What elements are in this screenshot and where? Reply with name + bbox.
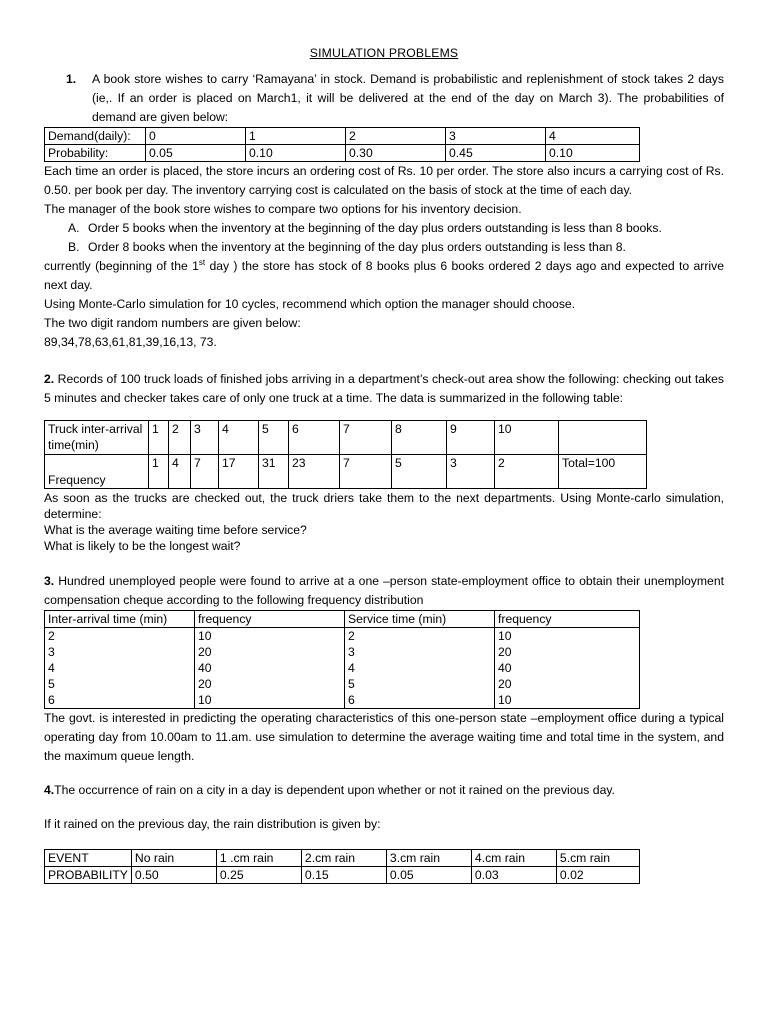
truck-time-cell: 1	[149, 421, 169, 455]
probability-label: Probability:	[45, 145, 146, 162]
table-cell: 20	[495, 644, 640, 660]
truck-frequency-cell: 23	[289, 455, 340, 489]
table-row	[45, 676, 640, 692]
current-text-end: day ) the store has stock of 8 books plus 6 books ordered 2 days ago and expected to arrive next day.	[44, 259, 724, 292]
rain-event-label: EVENT	[45, 850, 132, 867]
rain-event-cell: 4.cm rain	[471, 850, 556, 867]
truck-time-empty	[559, 421, 647, 455]
problem-2-number: 2.	[44, 372, 55, 386]
cost-text: Each time an order is placed, the store incurs an ordering cost of Rs. 10 per order. The store also incurs a carrying cost of Rs. 0.50. per book per day. The inventory carrying cost is calculated on the basis of stock at the time of each day.	[44, 164, 724, 197]
header-service-time: Service time (min)	[345, 611, 495, 628]
spacer	[44, 408, 724, 420]
truck-time-cell: 7	[340, 421, 392, 455]
truck-times-row	[45, 421, 647, 455]
header-frequency: frequency	[495, 611, 640, 628]
truck-time-cell: 2	[169, 421, 191, 455]
table-row	[45, 628, 640, 645]
monte-carlo-text: Using Monte-Carlo simulation for 10 cycles, recommend which option the manager should choose.	[44, 297, 576, 311]
problem-3-after: The govt. is interested in predicting the operating characteristics of this one-person state –employment office during a typical operating day from 10.00am to 11.am. use simulation to determine the average waiting time and total time in the system, and the maximum queue length.	[44, 711, 724, 763]
probability-cell: 0.45	[446, 145, 546, 162]
table-cell: 10	[195, 628, 345, 645]
rain-probability-cell: 0.25	[216, 867, 301, 884]
option-b-label: B.	[68, 240, 80, 254]
table-cell: 5	[45, 676, 195, 692]
truck-time-cell: 4	[219, 421, 259, 455]
option-b-text: Order 8 books when the inventory at the beginning of the day plus orders outstanding is less than 8.	[88, 240, 626, 254]
rain-probability-cell: 0.05	[386, 867, 471, 884]
probability-cell: 0.10	[546, 145, 640, 162]
spacer	[44, 554, 724, 572]
problem-2-question-1: What is the average waiting time before service?	[44, 523, 307, 537]
rain-probability-cell: 0.15	[301, 867, 386, 884]
truck-frequency-cell: 2	[495, 455, 559, 489]
table-cell: 20	[195, 644, 345, 660]
table-cell: 10	[195, 692, 345, 709]
truck-frequency-cell: 1	[149, 455, 169, 489]
spacer	[44, 352, 724, 370]
option-a-label: A.	[68, 221, 80, 235]
probability-cell: 0.10	[246, 145, 346, 162]
rain-event-row	[45, 850, 640, 867]
demand-label: Demand(daily):	[45, 128, 146, 145]
rain-event-cell: No rain	[131, 850, 216, 867]
problem-4-subtext: If it rained on the previous day, the rain distribution is given by:	[44, 817, 381, 831]
truck-frequency-cell: 3	[447, 455, 495, 489]
spacer	[44, 834, 724, 849]
problem-1-text: A book store wishes to carry ‘Ramayana’ in stock. Demand is probabilistic and replenishment of stock takes 2 days (ie,. If an order is placed on March1, it will be delivered at the end of the day on March 3). The probabilities of demand are given below:	[92, 72, 724, 124]
option-a-text: Order 5 books when the inventory at the beginning of the day plus orders outstanding is less than 8 books.	[88, 221, 662, 235]
demand-cell: 4	[546, 128, 640, 145]
demand-cell: 1	[246, 128, 346, 145]
truck-frequency-cell: 4	[169, 455, 191, 489]
manager-text: The manager of the book store wishes to compare two options for his inventory decision.	[44, 202, 522, 216]
truck-time-cell: 9	[447, 421, 495, 455]
truck-time-cell: 6	[289, 421, 340, 455]
spacer	[44, 800, 724, 815]
current-text-sup: st	[198, 257, 206, 267]
rain-event-cell: 3.cm rain	[386, 850, 471, 867]
probability-cell: 0.30	[346, 145, 446, 162]
problem-4-text: The occurrence of rain on a city in a day is dependent upon whether or not it rained on the previous day.	[54, 783, 615, 797]
problem-2-intro	[44, 370, 724, 408]
truck-frequency-cell: 7	[191, 455, 219, 489]
table-cell: 3	[45, 644, 195, 660]
random-numbers-label: The two digit random numbers are given below:	[44, 316, 301, 330]
table-row	[45, 660, 640, 676]
table-cell: 5	[345, 676, 495, 692]
problem-4-intro	[44, 781, 724, 800]
rain-probability-row	[45, 867, 640, 884]
table-cell: 10	[495, 628, 640, 645]
problem-1-intro	[44, 70, 724, 127]
option-a	[44, 219, 724, 238]
demand-table	[44, 127, 640, 162]
option-b	[44, 238, 724, 257]
table-cell: 4	[45, 660, 195, 676]
rain-probability-cell: 0.03	[471, 867, 556, 884]
truck-frequency-cell: 5	[392, 455, 447, 489]
table-cell: 6	[45, 692, 195, 709]
problem-3-text: Hundred unemployed people were found to arrive at a one –person state-employment office to obtain their unemployment compensation cheque according to the following frequency distribution	[44, 574, 724, 607]
table-cell: 40	[495, 660, 640, 676]
arrival-service-table	[44, 610, 640, 709]
table-row	[45, 692, 640, 709]
table-cell: 40	[195, 660, 345, 676]
problem-2-after: As soon as the trucks are checked out, the truck driers take them to the next departments. Using Monte-carlo simulation, determine:	[44, 491, 724, 521]
truck-time-cell: 10	[495, 421, 559, 455]
truck-frequency-row	[45, 455, 647, 489]
rain-event-cell: 1 .cm rain	[216, 850, 301, 867]
table-cell: 20	[195, 676, 345, 692]
arrival-service-header-row	[45, 611, 640, 628]
header-inter-arrival: Inter-arrival time (min)	[45, 611, 195, 628]
truck-frequency-cell: 31	[259, 455, 289, 489]
truck-times-label: Truck inter-arrival time(min)	[45, 421, 149, 455]
table-cell: 2	[45, 628, 195, 645]
demand-cell: 2	[346, 128, 446, 145]
table-cell: 4	[345, 660, 495, 676]
table-row	[45, 644, 640, 660]
header-frequency: frequency	[195, 611, 345, 628]
table-cell: 20	[495, 676, 640, 692]
demand-row	[45, 128, 640, 145]
rain-probability-cell: 0.02	[556, 867, 639, 884]
probability-row	[45, 145, 640, 162]
table-cell: 10	[495, 692, 640, 709]
truck-frequency-cell: 17	[219, 455, 259, 489]
demand-cell: 0	[146, 128, 246, 145]
problem-2-question-2: What is likely to be the longest wait?	[44, 539, 241, 553]
problem-3-number: 3.	[44, 574, 55, 588]
demand-cell: 3	[446, 128, 546, 145]
table-cell: 6	[345, 692, 495, 709]
truck-time-cell: 5	[259, 421, 289, 455]
problem-2-text: Records of 100 truck loads of finished jobs arriving in a department’s check-out area show the following: checking out takes 5 minutes and checker takes care of only one truck at a time. The data is summarized in the following table:	[44, 372, 725, 405]
truck-time-cell: 3	[191, 421, 219, 455]
table-cell: 3	[345, 644, 495, 660]
page-title: SIMULATION PROBLEMS	[309, 46, 459, 60]
truck-frequency-total: Total=100	[559, 455, 647, 489]
truck-time-cell: 8	[392, 421, 447, 455]
probability-cell: 0.05	[146, 145, 246, 162]
problem-3-intro	[44, 572, 724, 610]
rain-event-cell: 2.cm rain	[301, 850, 386, 867]
spacer	[44, 766, 724, 781]
random-numbers: 89,34,78,63,61,81,39,16,13, 73.	[44, 335, 217, 349]
problem-4-number: 4.	[44, 783, 55, 797]
table-cell: 2	[345, 628, 495, 645]
truck-frequency-cell: 7	[340, 455, 392, 489]
truck-frequency-label: Frequency	[45, 455, 149, 489]
rain-table	[44, 849, 640, 884]
problem-1-number: 1.	[66, 72, 77, 86]
rain-event-cell: 5.cm rain	[556, 850, 639, 867]
current-text-start: currently (beginning of the 1	[44, 259, 199, 273]
current-stock-text	[44, 257, 724, 295]
truck-table	[44, 420, 647, 489]
rain-probability-cell: 0.50	[131, 867, 216, 884]
rain-probability-label: PROBABILITY	[45, 867, 132, 884]
